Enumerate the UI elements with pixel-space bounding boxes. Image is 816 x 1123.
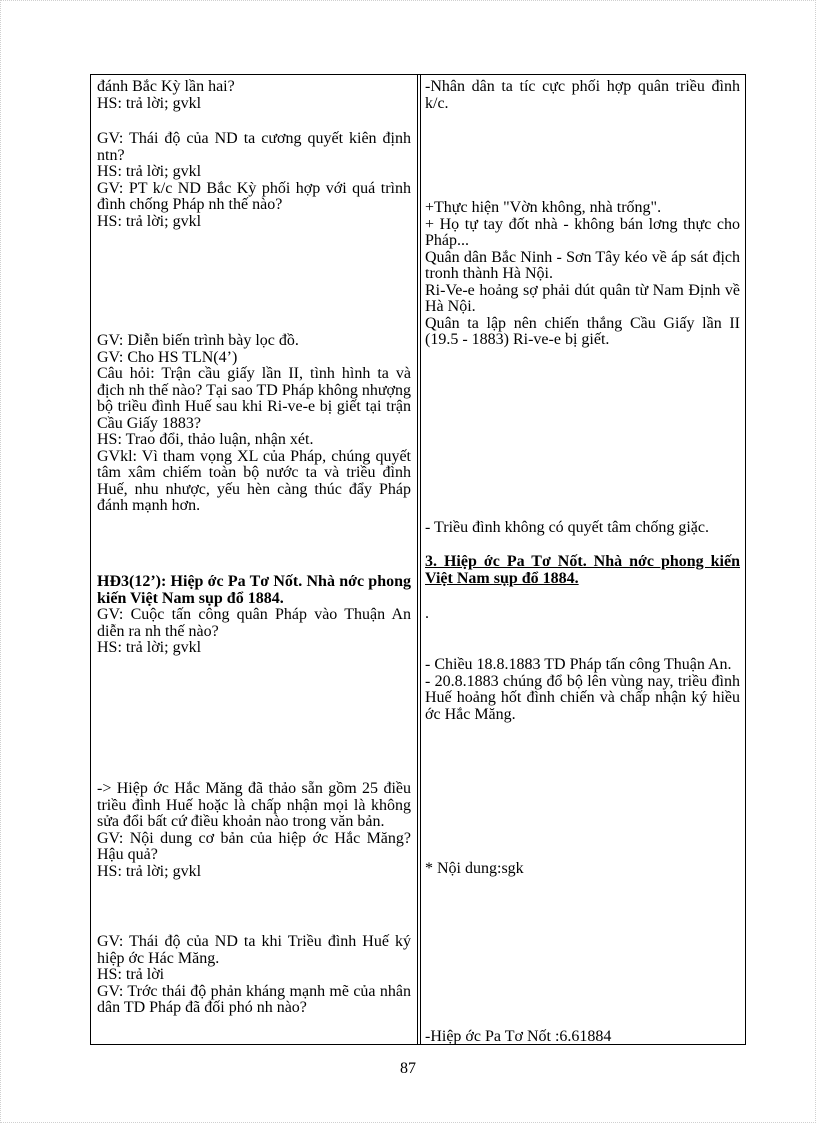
text-line: . (425, 605, 429, 622)
text-line: GV: Trớc thái độ phản kháng mạnh mẽ của nhân dân TD Pháp đã đối phó nh nào? (97, 982, 411, 1016)
column-divider (417, 74, 421, 1045)
left-block-5 (97, 781, 411, 880)
left-block-1 (97, 79, 411, 112)
text-line: đánh Bắc Kỳ lần hai? (97, 78, 235, 95)
text-line: HS: trả lời; gvkl (97, 862, 202, 880)
text-line: +Thực hiện "Vờn không, nhà trống". (425, 199, 662, 216)
left-block-3 (97, 333, 411, 515)
text-line: Quân ta lập nên chiến thắng Cầu Giấy lần II (19.5 - 1883) Ri-ve-e bị giết. (425, 314, 740, 348)
text-line: - Chiều 18.8.1883 TD Pháp tấn công Thuận An. (425, 656, 732, 673)
text-line: -Hiệp ớc Pa Tơ Nốt :6.61884 (425, 1028, 612, 1045)
right-block-8 (425, 1029, 740, 1046)
text-line: - 20.8.1883 chúng đổ bộ lên vùng nay, triều đình Huế hoảng hốt đình chiến và chấp nhận ký hiều ớc Hắc Măng. (425, 672, 740, 723)
text-line: -> Hiệp ớc Hắc Măng đã thảo sẵn gồm 25 điều triều đình Huế hoặc là chấp nhận mọi là không sửa đổi bất cứ điều khoản nào trong văn bản. (97, 780, 411, 830)
right-block-1 (425, 79, 740, 112)
section-heading: 3. Hiệp ớc Pa Tơ Nốt. Nhà nớc phong kiến Việt Nam sụp đổ 1884. (425, 553, 740, 587)
text-line: GVkl: Vì tham vọng XL của Pháp, chúng quyết tâm xâm chiếm toàn bộ nước ta và triều đình Huế, nhu nhược, yếu hèn càng thúc đẩy Pháp đánh mạnh hơn. (97, 447, 411, 514)
page-number: 87 (400, 1060, 416, 1077)
text-line: HS: Trao đổi, thảo luận, nhận xét. (97, 431, 314, 448)
text-line: -Nhân dân ta tíc cực phối hợp quân triều đình k/c. (425, 78, 740, 112)
text-line: Quân dân Bắc Ninh - Sơn Tây kéo về áp sát địch tronh thành Hà Nội. (425, 248, 740, 282)
text-line: GV: PT k/c ND Bắc Kỳ phối hợp với quá trình đình chống Pháp nh thế nào? (97, 179, 411, 213)
text-line: HS: trả lời; gvkl (97, 212, 202, 230)
text-line: * Nội dung:sgk (425, 860, 524, 877)
text-line: GV: Cho HS TLN(4’) (97, 348, 238, 366)
right-block-2 (425, 200, 740, 349)
right-block-4 (425, 554, 740, 587)
text-line: HS: trả lời; gvkl (97, 94, 202, 112)
text-line: HS: trả lời; gvkl (97, 163, 202, 180)
text-line: GV: Thái độ của ND ta cương quyết kiên định ntn? (97, 130, 411, 164)
text-line: GV: Thái độ của ND ta khi Triều đình Huế ký hiệp ớc Hác Măng. (97, 933, 411, 967)
text-line: + Họ tự tay đốt nhà - không bán lơng thực cho Pháp... (425, 215, 740, 249)
right-block-5 (425, 606, 740, 623)
text-line: Câu hỏi: Trận cầu giấy lần II, tình hình ta và địch nh thế nào? Tại sao TD Pháp không nhượng bộ triều đình Huế sau khi Ri-ve-e bị giết tại trận Cầu Giấy 1883? (97, 365, 411, 432)
text-line: Ri-Ve-e hoảng sợ phải dút quân từ Nam Định về Hà Nội. (425, 281, 740, 315)
right-block-7 (425, 861, 740, 878)
text-line: HS: trả lời (97, 966, 165, 983)
right-block-6 (425, 657, 740, 723)
text-line: GV: Cuộc tấn công quân Pháp vào Thuận An diễn ra nh thế nào? (97, 606, 411, 640)
text-line: HS: trả lời; gvkl (97, 639, 202, 656)
section-heading: HĐ3(12’): Hiệp ớc Pa Tơ Nốt. Nhà nớc phong kiến Việt Nam sụp đổ 1884. (97, 573, 411, 607)
text-line: GV: Nội dung cơ bản của hiệp ớc Hắc Măng? Hậu quả? (97, 829, 411, 863)
left-block-6 (97, 934, 411, 1017)
right-block-3 (425, 520, 740, 537)
text-line: GV: Diễn biến trình bày lọc đồ. (97, 332, 299, 349)
left-block-2 (97, 131, 411, 230)
left-block-4 (97, 574, 411, 657)
text-line: - Triều đình không có quyết tâm chống giặc. (425, 519, 709, 536)
